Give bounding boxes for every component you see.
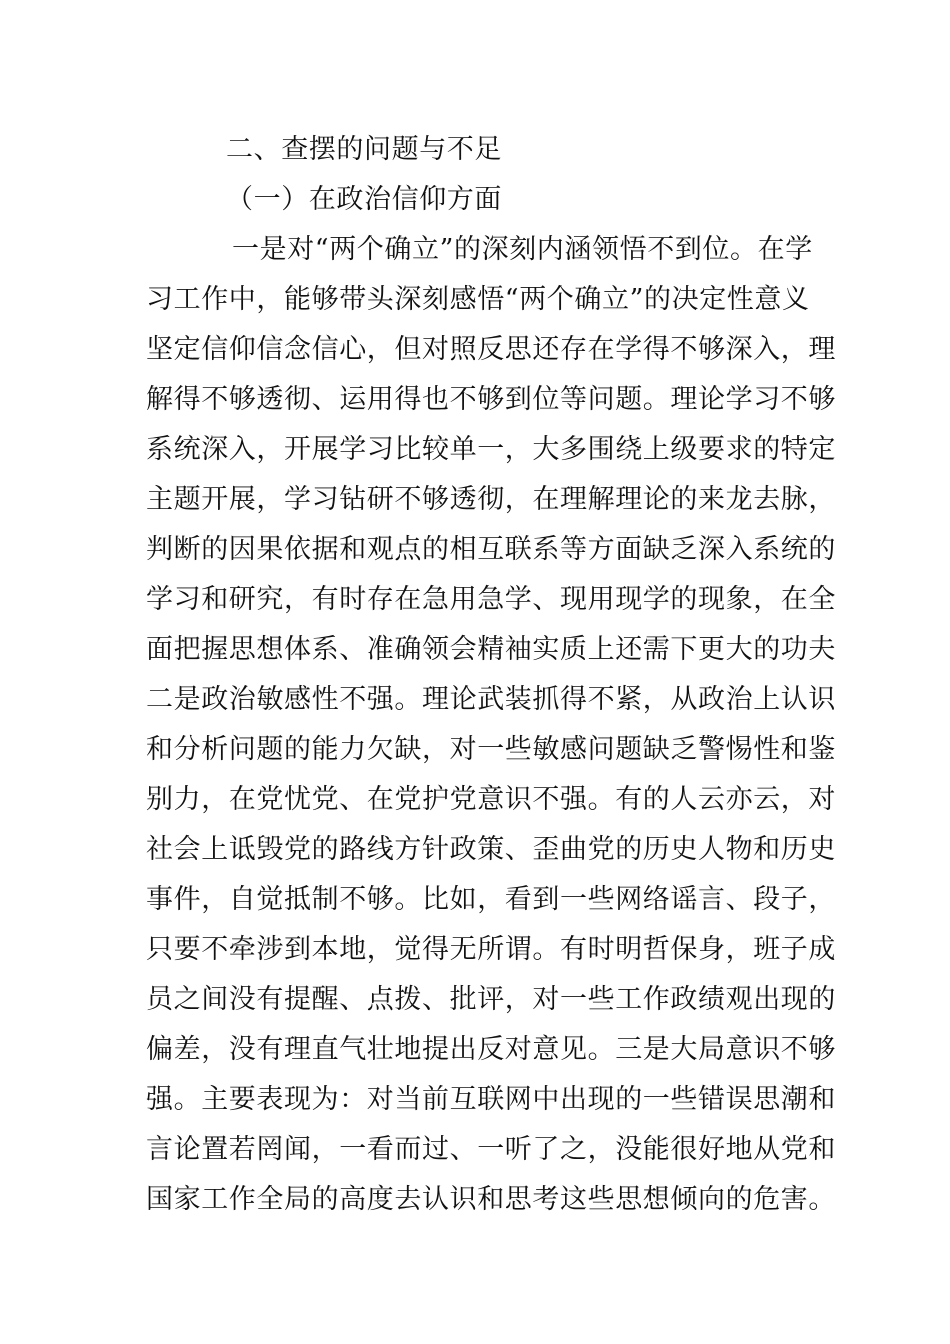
body-line: 事件，自觉抵制不够。比如，看到一些网络谣言、段子，: [146, 884, 836, 915]
body-line: 强。主要表现为：对当前互联网中出现的一些错误思潮和: [146, 1084, 836, 1115]
body-line: 解得不够透彻、运用得也不够到位等问题。理论学习不够: [146, 384, 836, 415]
body-line: 偏差，没有理直气壮地提出反对意见。三是大局意识不够: [146, 1034, 836, 1065]
body-line: 和分析问题的能力欠缺，对一些敏感问题缺乏警惕性和鉴: [146, 734, 836, 765]
body-line: 一是对“两个确立”的深刻内涵领悟不到位。在学: [232, 234, 813, 265]
body-line: 国家工作全局的高度去认识和思考这些思想倾向的危害。: [146, 1184, 836, 1215]
body-line: 别力，在党忧党、在党护党意识不强。有的人云亦云，对: [146, 784, 836, 815]
body-line: 言论置若罔闻，一看而过、一听了之，没能很好地从党和: [146, 1134, 836, 1165]
body-line: 社会上诋毁党的路线方针政策、歪曲党的历史人物和历史: [146, 834, 836, 865]
body-line: 二是政治敏感性不强。理论武装抓得不紧，从政治上认识: [146, 684, 836, 715]
subsection-heading: （一）在政治信仰方面: [226, 184, 502, 215]
body-line: 系统深入，开展学习比较单一，大多围绕上级要求的特定: [146, 434, 836, 465]
body-line: 只要不牵涉到本地，觉得无所谓。有时明哲保身，班子成: [146, 934, 836, 965]
body-line: 主题开展，学习钻研不够透彻，在理解理论的来龙去脉，: [146, 484, 836, 515]
section-heading: 二、查摆的问题与不足: [226, 134, 502, 165]
body-line: 员之间没有提醒、点拨、批评，对一些工作政绩观出现的: [146, 984, 836, 1015]
body-line: 判断的因果依据和观点的相互联系等方面缺乏深入系统的: [146, 534, 836, 565]
body-line: 坚定信仰信念信心，但对照反思还存在学得不够深入，理: [146, 334, 836, 365]
body-line: 习工作中，能够带头深刻感悟“两个确立”的决定性意义: [146, 284, 810, 315]
body-line: 面把握思想体系、准确领会精袖实质上还需下更大的功夫: [146, 634, 836, 665]
body-line: 学习和研究，有时存在急用急学、现用现学的现象，在全: [146, 584, 836, 615]
